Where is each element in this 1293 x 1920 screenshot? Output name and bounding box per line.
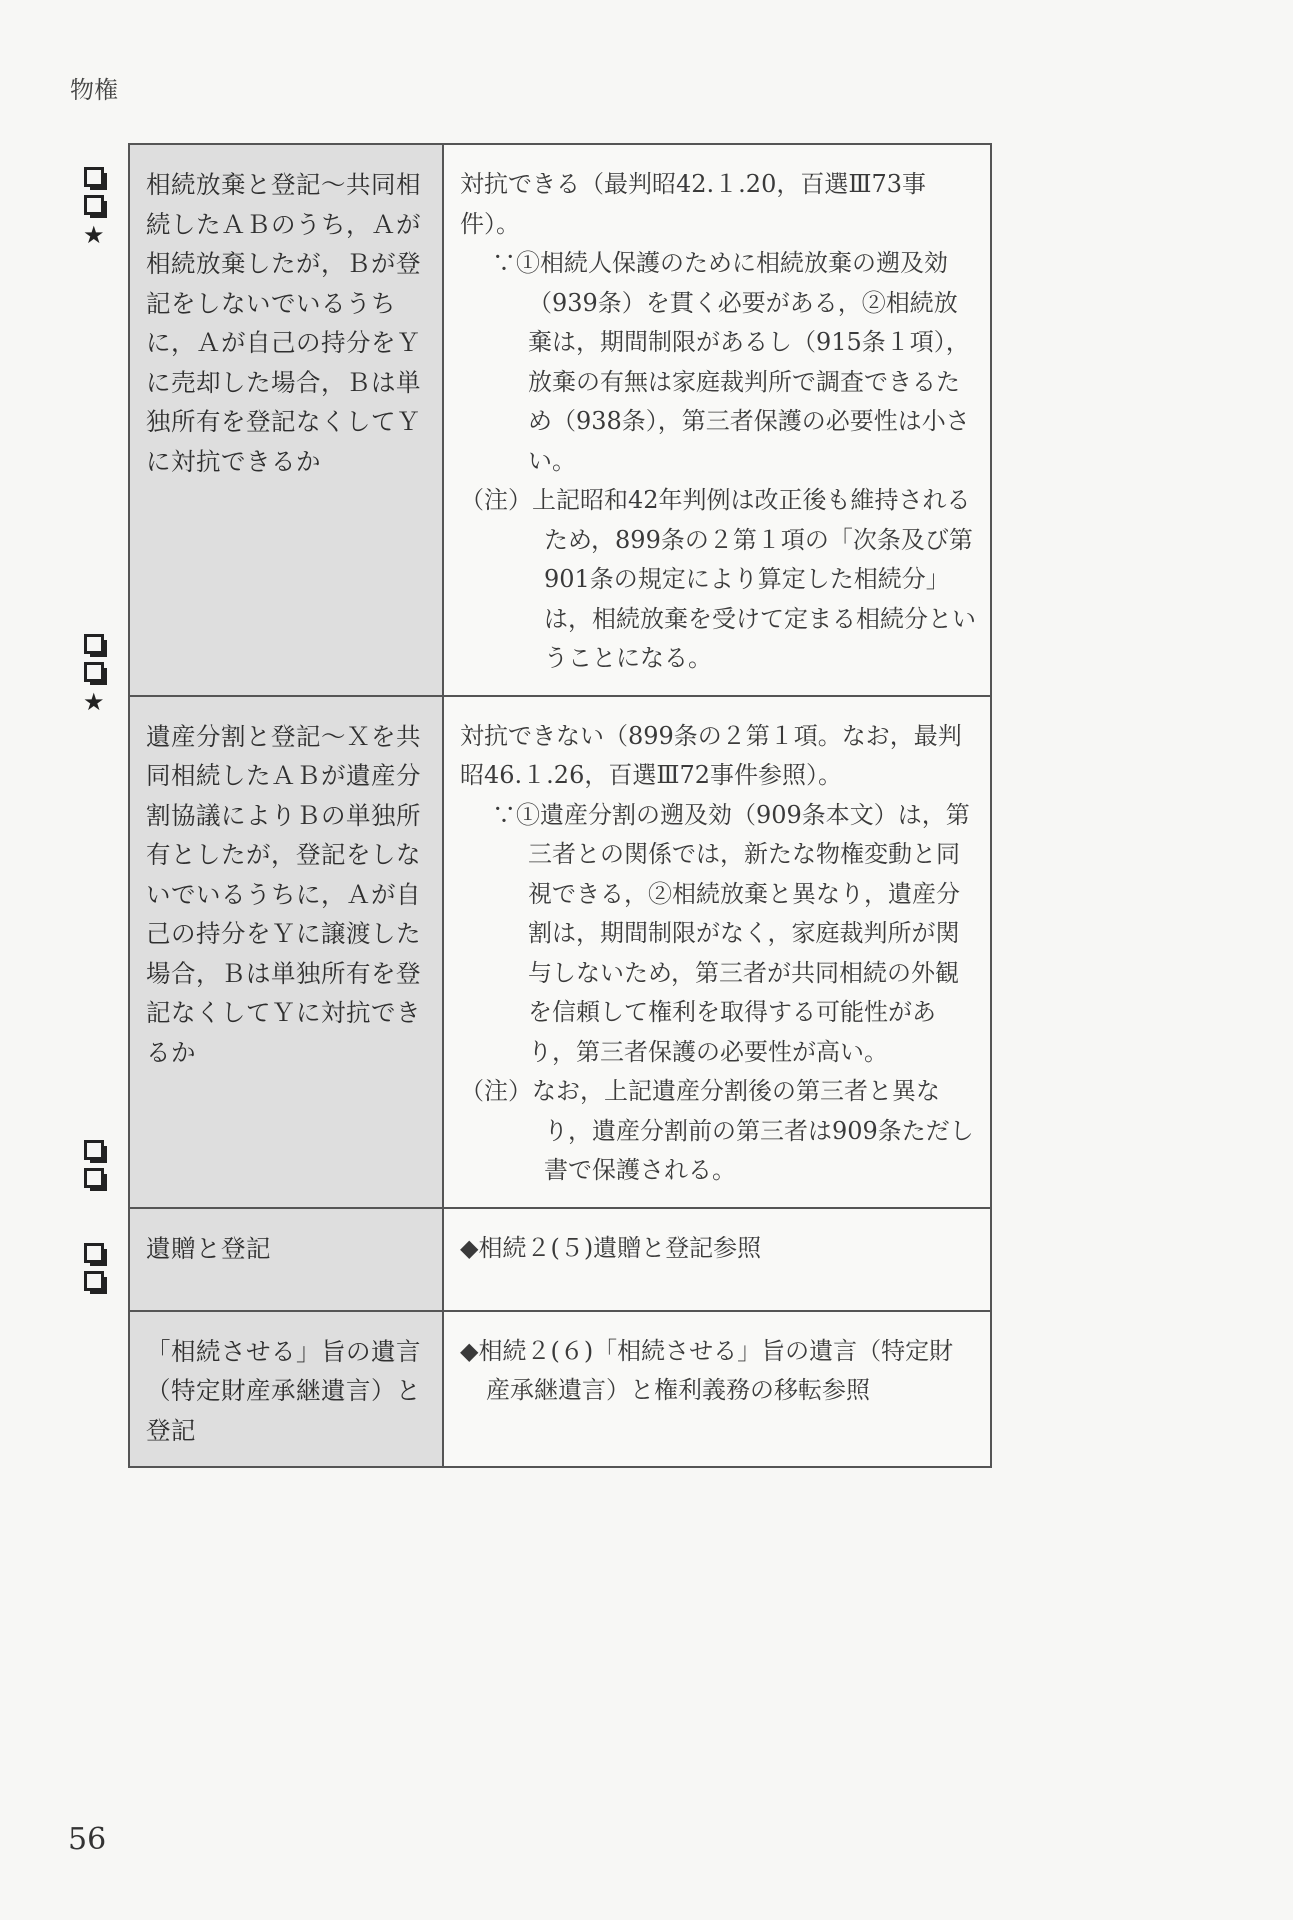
answer-note: （注）なお，上記遺産分割後の第三者と異なり，遺産分割前の第三者は909条ただし書で保護される。 <box>460 1077 974 1184</box>
review-checkbox[interactable] <box>84 167 104 187</box>
table-row <box>129 1311 991 1468</box>
question-cell: 「相続させる」旨の遺言（特定財産承継遺言）と登記 <box>129 1311 443 1468</box>
row-4-marks <box>84 1243 110 1299</box>
answer-conclusion: 対抗できない（899条の２第１項。なお，最判昭46.１.26，百選Ⅲ72事件参照）。 <box>460 721 962 789</box>
row-3-marks <box>84 1140 110 1196</box>
review-checkbox[interactable] <box>84 1140 104 1160</box>
review-checkbox[interactable] <box>84 1168 104 1188</box>
answer-conclusion: 対抗できる（最判昭42.１.20，百選Ⅲ73事件）。 <box>460 170 927 238</box>
row-2-marks <box>84 634 110 714</box>
section-header: 物権 <box>70 76 118 104</box>
question-cell: 相続放棄と登記〜共同相続したＡＢのうち，Ａが相続放棄したが，Ｂが登記をしないでいるうちに，Ａが自己の持分をＹに売却した場合，Ｂは単独所有を登記なくしてＹに対抗できるか <box>129 144 443 696</box>
question-cell: 遺産分割と登記〜Ｘを共同相続したＡＢが遺産分割協議によりＢの単独所有としたが，登記をしないでいるうちに，Ａが自己の持分をＹに譲渡した場合，Ｂは単独所有を登記なくしてＹに対抗できるか <box>129 696 443 1208</box>
answer-reason: ∵①遺産分割の遡及効（909条本文）は，第三者との関係では，新たな物権変動と同視できる，②相続放棄と異なり，遺産分割は，期間制限がなく，家庭裁判所が関与しないため，第三者が共同相続の外観を信頼して権利を取得する可能性があり，第三者保護の必要性が高い。 <box>492 800 970 1066</box>
table-row <box>129 144 991 696</box>
answer-reason: ∵①相続人保護のために相続放棄の遡及効（939条）を貫く必要がある，②相続放棄は，期間制限があるし（915条１項），放棄の有無は家庭裁判所で調査できるため（938条），第三者保護の必要性は小さい。 <box>492 249 970 475</box>
qa-table <box>128 143 992 1468</box>
answer-cell <box>443 144 991 696</box>
cross-reference: ◆相続２(６)「相続させる」旨の遺言（特定財産承継遺言）と権利義務の移転参照 <box>460 1336 954 1404</box>
review-checkbox[interactable] <box>84 662 104 682</box>
table-row <box>129 1208 991 1311</box>
answer-cell <box>443 1311 991 1468</box>
important-star-icon: ★ <box>83 221 105 249</box>
page-number: 56 <box>68 1822 107 1857</box>
review-checkbox[interactable] <box>84 1243 104 1263</box>
answer-cell <box>443 1208 991 1311</box>
important-star-icon: ★ <box>83 688 105 716</box>
answer-cell <box>443 696 991 1208</box>
cross-reference: ◆相続２(５)遺贈と登記参照 <box>460 1233 762 1262</box>
answer-note: （注）上記昭和42年判例は改正後も維持されるため，899条の２第１項の「次条及び第901条の規定により算定した相続分」は，相続放棄を受けて定まる相続分ということになる。 <box>460 486 976 672</box>
question-cell: 遺贈と登記 <box>129 1208 443 1311</box>
table-row <box>129 696 991 1208</box>
review-checkbox[interactable] <box>84 195 104 215</box>
review-checkbox[interactable] <box>84 634 104 654</box>
review-checkbox[interactable] <box>84 1271 104 1291</box>
row-1-marks <box>84 167 110 247</box>
